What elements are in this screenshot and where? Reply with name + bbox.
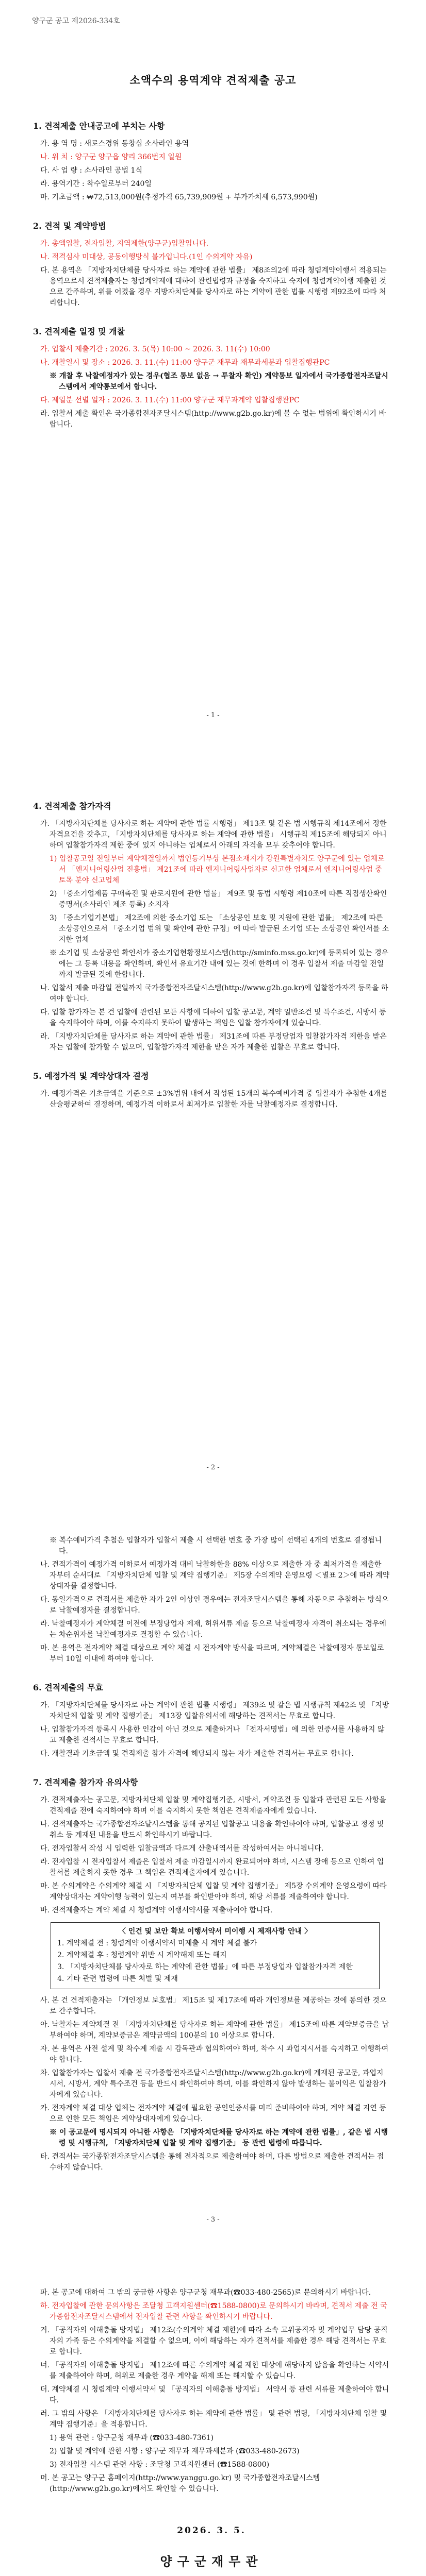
section-7-item: 파. 본 공고에 대하여 그 밖의 궁금한 사항은 양구군청 재무과(☎033-480-2565)로 문의하시기 바랍니다. [40,2289,371,2297]
section-2-item: 가. 총액입찰, 전자입찰, 지역제한(양구군)입찰입니다. [40,240,209,248]
section-3-item: 가. 입찰서 제출기간 : 2026. 3. 5(목) 10:00 ~ 2026. 3. 11(수) 10:00 [40,345,270,353]
section-7-item: 자. 본 용역은 사전 설계 및 착수계 제출 시 감독관과 협의하여야 하며, 착수 시 과업지시서를 숙지하고 이행하여야 합니다. [40,2045,389,2064]
page-4 [0,2257,426,2576]
section-4-title: 4. 견적제출 참가자격 [33,801,111,811]
section-7-item: 카. 전자계약 체결 대상 업체는 전자계약 체결에 필요한 공인인증서를 미리 준비하여야 하며, 계약 체결 지연 등으로 인한 모든 책임은 계약상대자에게 있습니다. [40,2104,386,2123]
box-line: 4. 기타 관련 법령에 따른 처벌 및 제재 [57,1975,178,1983]
section-3-note: ※ 개찰 후 낙찰예정자가 있는 경우(협조 통보 없음 → 투찰자 확인) 계약통보 일자에서 국가종합전자조달시스템에서 계약통보에서 합니다. [50,372,388,391]
section-7-item: 나. 견적제출자는 국가종합전자조달시스템을 통해 공지된 입찰공고 내용을 확인하여야 하며, 입찰공고 정정 및 취소 등 게재된 내용을 반드시 확인하시기 바랍니다. [40,1820,384,1839]
section-2-title: 2. 견적 및 계약방법 [33,221,106,231]
section-5-item: 다. 동일가격으로 견적서를 제출한 자가 2인 이상인 경우에는 전자조달시스템을 통해 자동으로 추첨하는 방식으로 낙찰예정자를 결정합니다. [40,1596,389,1615]
section-1-item: 나. 위 치 : 양구군 양구읍 양리 366번지 일원 [40,153,182,161]
notice-number: 양구군 공고 제2026-334호 [32,17,120,25]
section-2-item: 다. 본 용역은 「지방자치단체를 당사자로 하는 계약에 관한 법률」 제8조의2에 따라 청렴계약이행서 적용되는 용역으로서 견적제출자는 청렴계약제에 대하여 관련법령과 규정을 숙지하고 숙지에 청렴계약이행 제출한 것으로 간주하며, 위를 어겼을 경우 지방자치단체를 당사자로 하는 계약에 관한 법률 시행령 제92조에 따라 처리합니다. [40,266,387,307]
section-7-item: 차. 입찰참가자는 입찰서 제출 전 국가종합전자조달시스템(http://www.g2b.go.kr)에 게재된 공고문, 과업지시서, 시방서, 계약 특수조건 등을 반드시 확인하여야 하며, 이를 확인하지 않아 발생하는 불이익은 입찰참가자에게 있습니다. [40,2069,386,2099]
page-2-body [33,783,390,1113]
section-1-item: 다. 사 업 량 : 소사라인 공법 1식 [40,166,142,175]
contact-line: 2) 입찰 및 계약에 관한 사항 : 양구군 재무과 재무과세분과 (☎033-480-2673) [50,2447,300,2455]
box-line: 2. 계약체결 후 : 청렴계약 위반 시 계약해제 또는 해지 [57,1951,227,1959]
section-3-title: 3. 견적제출 일정 및 개찰 [33,327,125,336]
box-line: 1. 계약체결 전 : 청렴계약 이행서약서 미제출 시 계약 체결 불가 [57,1939,257,1947]
section-4-item: 나. 입찰서 제출 마감일 전일까지 국가종합전자조달시스템(http://www.g2b.go.kr)에 입찰참가자격 등록을 하여야 합니다. [40,984,388,1003]
section-6-item: 가. 「지방자치단체를 당사자로 하는 계약에 관한 법률 시행령」 제39조 및 같은 법 시행규칙 제42조 및 「지방자치단체 입찰 및 계약 집행기준」 제13장 입찰유의서에 해당하는 견적서는 무효로 합니다. [40,1701,389,1720]
page-number: - 1 - [206,711,220,719]
section-7-note: ※ 이 공고문에 명시되지 아니한 사항은 「지방자치단체를 당사자로 하는 계약에 관한 법률」, 같은 법 시행령 및 시행규칙, 「지방자치단체 입찰 및 계약 집행기준」 등 관련 법령에 따릅니다. [50,2128,388,2147]
section-5-title: 5. 예정가격 및 계약상대자 결정 [33,1071,149,1081]
page-4-body [33,2287,390,2569]
section-7-item: 다. 전자입찰서 작성 시 입력한 입찰금액과 다르게 산출내역서를 작성하여서는 아니됩니다. [40,1844,324,1853]
section-7-item: 가. 견적제출자는 공고문, 지방자치단체 입찰 및 계약집행기준, 시방서, 계약조건 등 입찰과 관련된 모든 사항을 견적제출 전에 숙지하여야 하며 이를 숙지하지 못한 책임은 견적제출자에게 있습니다. [40,1796,386,1815]
page-number: - 3 - [206,2216,220,2224]
contact-line: 1) 용역 관련 : 양구군청 재무과 (☎033-480-7361) [50,2434,214,2442]
section-7-item: 거. 「공직자의 이해충돌 방지법」 제12조(수의계약 체결 제한)에 따라 소속 고위공직자 및 계약업무 담당 공직자의 가족 등은 수의계약을 체결할 수 없으며, 이에 해당하는 자가 견적서를 제출한 경우 해당 견적서는 무효로 합니다. [40,2326,388,2356]
issuing-office: 양구군재무관 [160,2554,263,2569]
section-7-item: 바. 견적제출자는 계약 체결 시 청렴계약 이행서약서를 제출하여야 합니다. [40,1906,273,1914]
section-6-item: 다. 개찰결과 기초금액 및 견적제출 참가 자격에 해당되지 않는 자가 제출한 견적서는 무효로 합니다. [40,1750,354,1758]
section-4-note: ※ 소기업 및 소상공인 확인서가 중소기업현황정보시스템(http://sminfo.mss.go.kr)에 등록되어 있는 경우에는 그 등록 내용을 확인하며, 확인서 유효기간 내에 있는 것에 한하며 이 경우 입찰서 제출 마감일 전일까지 발급된 것에 한합니다. [50,949,389,979]
section-5-item: 마. 본 용역은 전자계약 체결 대상으로 계약 체결 시 전자계약 방식을 따르며, 계약체결은 낙찰예정자 통보일로부터 10일 이내에 하여야 합니다. [40,1644,384,1663]
notice-date: 2026. 3. 5. [177,2526,246,2536]
section-1-item: 가. 용 역 명 : 새로스경위 동창십 소사라인 용역 [40,140,189,148]
section-3-item: 나. 개찰일시 및 장소 : 2026. 3. 11.(수) 11:00 양구군 재무과 재무과세분과 입찰집행관PC [40,359,330,367]
box-title: 〈 인건 및 보안 확보 이행서약서 미이행 시 제재사항 안내 〉 [118,1927,312,1936]
page-3 [0,1504,426,2257]
contact-line: 3) 전자입찰 시스템 관련 사항 : 조달청 고객지원센터 (☎1588-0800) [50,2461,270,2469]
section-4-subitem: 2) 「중소기업제품 구매촉진 및 판로지원에 관한 법률」 제9조 및 동법 시행령 제10조에 따른 직접생산확인증명서(소사라인 제조 등록) 소지자 [50,890,387,909]
section-7-item: 아. 낙찰자는 계약체결 전 「지방자치단체를 당사자로 하는 계약에 관한 법률」 제15조에 따른 계약보증금을 납부하여야 하며, 계약보증금은 계약금액의 100분의 10 이상으로 합니다. [40,2021,389,2040]
box-line: 3. 「지방자치단체를 당사자로 하는 계약에 관한 법률」에 따른 부정당업자 입찰참가자격 제한 [57,1963,353,1971]
section-7-item: 러. 그 밖의 사항은 「지방자치단체를 당사자로 하는 계약에 관한 법률」 및 관련 법령, 「지방자치단체 입찰 및 계약 집행기준」을 적용합니다. [40,2410,387,2429]
page-3-body [33,1535,390,2176]
section-7-item: 너. 「공직자의 이해충돌 방지법」 제12조에 따른 수의계약 체결 제한 대상에 해당하지 않음을 확인하는 서약서를 제출하여야 하며, 허위로 제출한 경우 계약을 해제 또는 해지할 수 있습니다. [40,2361,389,2380]
section-5-item: 라. 낙찰예정자가 계약체결 이전에 부정당업자 제재, 허위서류 제출 등으로 낙찰예정자 자격이 취소되는 경우에는 차순위자를 낙찰예정자로 결정할 수 있습니다. [40,1620,386,1639]
page-2 [0,752,426,1504]
section-5-note: ※ 복수예비가격 추첨은 입찰자가 입찰서 제출 시 선택한 번호 중 가장 많이 선택된 4개의 번호로 결정됩니다. [50,1536,382,1555]
page-1-body [33,103,390,433]
section-4-item: 다. 입찰 참가자는 본 건 입찰에 관련된 모든 사항에 대하여 입찰 공고문, 계약 일반조건 및 특수조건, 시방서 등을 숙지하여야 하며, 이를 숙지하지 못하여 발생하는 책임은 입찰 참가자에게 있습니다. [40,1008,386,1027]
section-3-item: 라. 입찰서 제출 확인은 국가종합전자조달시스템(http://www.g2b.go.kr)에 볼 수 없는 범위에 확인하시기 바랍니다. [40,410,386,429]
section-7-item: 하. 전자입찰에 관한 문의사항은 조달청 고객지원센터(☎1588-0800)로 문의하시기 바라며, 견적서 제출 전 국가종합전자조달시스템에서 전자입찰 관련 사항을 확인하시기 바랍니다. [40,2302,387,2321]
section-6-title: 6. 견적제출의 무효 [33,1683,104,1692]
section-4-item: 라. 「지방자치단체를 당사자로 하는 계약에 관한 법률」 제31조에 따른 부정당업자 입찰참가자격 제한을 받은 자는 입찰에 참가할 수 없으며, 입찰참가자격 제한을 받은 자가 제출한 입찰은 무효로 합니다. [40,1032,387,1052]
section-1-item: 라. 용역기간 : 착수일로부터 240일 [40,180,152,188]
section-4-subitem: 3) 「중소기업기본법」 제2조에 의한 중소기업 또는 「소상공인 보호 및 지원에 관한 법률」 제2조에 따른 소상공인으로서 「중소기업 범위 및 확인에 관한 규정」에 따라 발급된 소기업 또는 소상공인 확인서를 소지한 업체 [50,914,389,944]
section-4-subitem: 1) 입찰공고일 전일부터 계약체결일까지 법인등기부상 본점소재지가 강원특별자치도 양구군에 있는 업체로서 「엔지니어링산업 진흥법」 제21조에 따라 엔지니어링사업자로 신고한 업체로서 엔지니어링사업 중 토목 분야 신고업체 [50,855,385,885]
section-7-item: 라. 전자입찰 시 전자입찰서 제출은 입찰서 제출 마감일시까지 완료되어야 하며, 시스템 장애 등으로 인하여 입찰서를 제출하지 못한 경우 그 책임은 견적제출자에게 있습니다. [40,1858,384,1877]
section-5-item: 나. 견적가격이 예정가격 이하로서 예정가격 대비 낙찰하한율 88% 이상으로 제출한 자 중 최저가격을 제출한 자부터 순서대로 「지방자치단체 입찰 및 계약 집행기준」 제5장 수의계약 운영요령 ＜별표 2＞에 따라 계약상대자를 결정합니다. [40,1561,390,1590]
section-1-item: 마. 기초금액 : ₩72,513,000원(추정가격 65,739,909원 + 부가가치세 6,573,990원) [40,193,318,201]
section-4-item: 가. 「지방자치단체를 당사자로 하는 계약에 관한 법률 시행령」 제13조 및 같은 법 시행규칙 제14조에서 정한 자격요건을 갖추고, 「지방자치단체를 당사자로 하는 계약에 관한 법률」 시행규칙 제15조에 해당되지 아니하며 입찰참가자격 제한 중에 있지 아니하는 업체로서 아래의 자격을 모두 갖추어야 합니다. [40,820,387,850]
page-1 [0,0,426,752]
section-1-title: 1. 견적제출 안내공고에 부치는 사항 [33,121,165,131]
section-7-item: 더. 계약체결 시 청렴계약 이행서약서 및 「공직자의 이해충돌 방지법」 서약서 등 관련 서류를 제출하여야 합니다. [40,2385,389,2404]
section-6-item: 나. 입찰참가자격 등록시 사용한 인감이 아닌 것으로 제출하거나 「전자서명법」에 의한 인증서를 사용하지 않고 제출한 견적서는 무효로 합니다. [40,1725,385,1744]
section-5-item: 가. 예정가격은 기초금액을 기준으로 ±3%범위 내에서 작성된 15개의 복수예비가격 중 입찰자가 추첨한 4개를 산술평균하여 결정하며, 예정가격 이하로서 최저가로 입찰한 자를 낙찰예정자로 결정합니다. [40,1090,387,1109]
section-7-title: 7. 견적제출 참가자 유의사항 [33,1777,138,1787]
section-7-item: 사. 본 건 견적제출자는 「개인정보 보호법」 제15조 및 제17조에 따라 개인정보를 제공하는 것에 동의한 것으로 간주합니다. [40,1996,387,2015]
document-title: 소액수의 용역계약 견적제출 공고 [129,74,297,87]
sanction-notice-box [51,1922,380,1989]
section-3-item: 다. 제일분 선별 일자 : 2026. 3. 11.(수) 11:00 양구군 재무과계약 입찰집행관PC [40,396,300,404]
section-7-item: 타. 견적서는 국가종합전자조달시스템을 통해 전자적으로 제출하여야 하며, 다른 방법으로 제출한 견적서는 접수하지 않습니다. [40,2153,384,2172]
section-7-item: 머. 본 공고는 양구군 홈페이지(http://www.yanggu.go.kr) 및 국가종합전자조달시스템(http://www.g2b.go.kr)에서도 확인할 수 있습니다. [40,2474,320,2493]
section-2-item: 나. 적격심사 미대상, 공동이행방식 불가입니다.(1인 수의계약 자유) [40,253,253,261]
section-7-item: 마. 본 수의계약은 수의계약 체결 시 「지방자치단체 입찰 및 계약 집행기준」 제5장 수의계약 운영요령에 따라 계약상대자는 계약이행 능력이 있는지 여부를 확인받아야 하며, 해당 서류를 제출하여야 합니다. [40,1882,387,1901]
page-number: - 2 - [206,1464,220,1471]
